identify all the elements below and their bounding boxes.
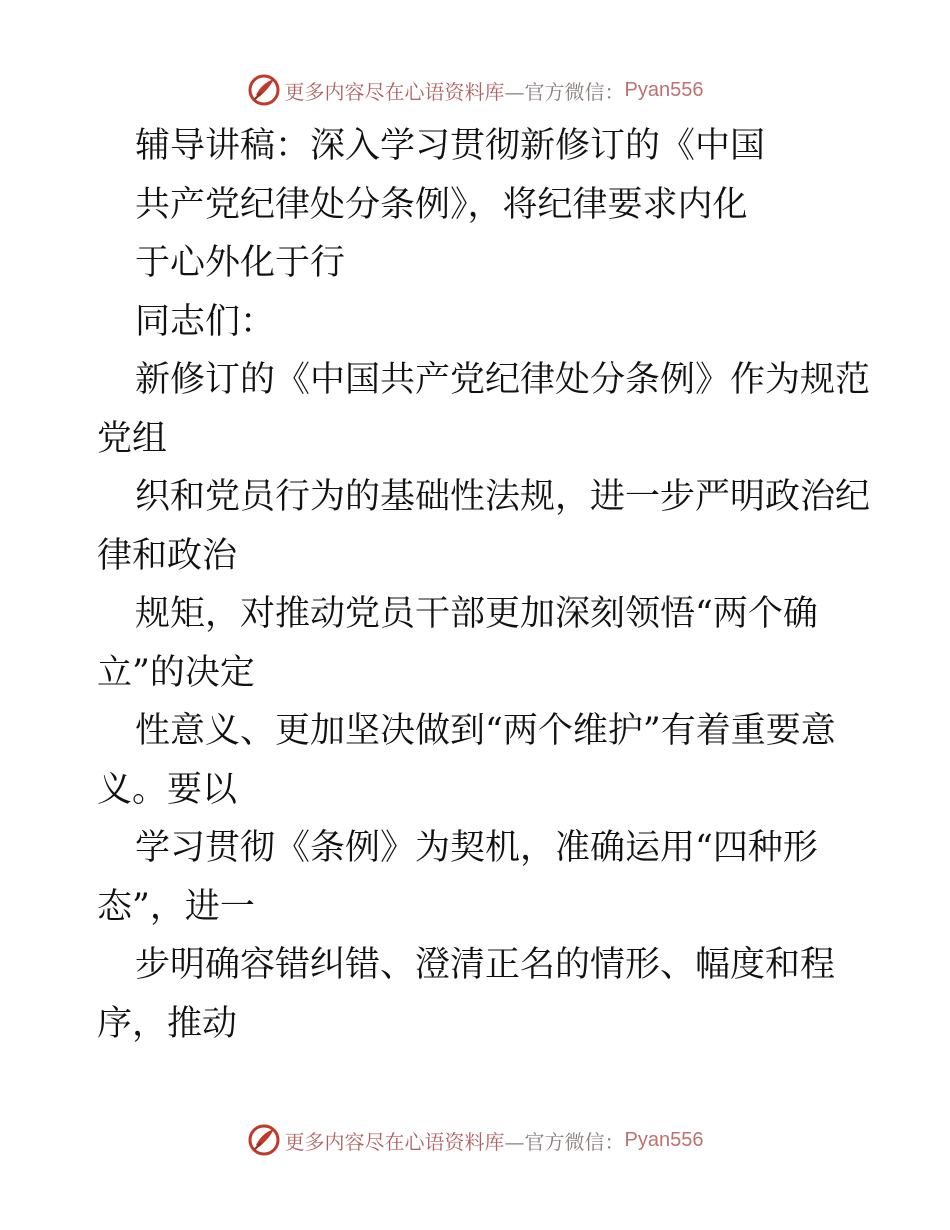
- header-wechat-label: —官方微信：: [504, 79, 625, 104]
- paragraph-line: 序，推动: [97, 1003, 238, 1044]
- paragraph-line: 党组: [97, 418, 168, 459]
- paragraph-line: 织和党员行为的基础性法规，进一步严明政治纪: [135, 477, 871, 517]
- paragraph-line: 态”，进一: [97, 886, 255, 927]
- footer-wechat-id: Pyan556: [624, 1128, 704, 1151]
- salutation: 同志们：: [135, 301, 276, 342]
- footer-banner-text: 更多内容尽在心语资料库: [284, 1129, 505, 1154]
- paragraph-line: 新修订的《中国共产党纪律处分条例》作为规范: [135, 360, 871, 400]
- title-line-2: 共产党纪律处分条例》，将纪律要求内化: [135, 184, 748, 225]
- header-banner: [0, 70, 950, 110]
- title-line-3: 于心外化于行: [135, 243, 346, 283]
- paragraph-line: 立”的决定: [97, 652, 255, 693]
- header-wechat-id: Pyan556: [624, 78, 704, 101]
- quill-logo-icon: [247, 73, 281, 107]
- footer-banner: [0, 1120, 950, 1160]
- paragraph-line: 步明确容错纠错、澄清正名的情形、幅度和程: [135, 945, 836, 985]
- footer-wechat-label: —官方微信：: [504, 1129, 625, 1154]
- paragraph-line: 学习贯彻《条例》为契机，准确运用“四种形: [135, 828, 818, 868]
- paragraph-line: 律和政治: [97, 535, 238, 576]
- document-body: [97, 117, 871, 1053]
- paragraph-line: 性意义、更加坚决做到“两个维护”有着重要意: [135, 711, 836, 751]
- header-banner-text: 更多内容尽在心语资料库: [284, 79, 505, 104]
- quill-logo-icon: [247, 1123, 281, 1157]
- paragraph-line: 义。要以: [97, 769, 238, 810]
- paragraph-line: 规矩，对推动党员干部更加深刻领悟“两个确: [135, 594, 818, 634]
- title-line-1: 辅导讲稿：深入学习贯彻新修订的《中国: [135, 126, 766, 166]
